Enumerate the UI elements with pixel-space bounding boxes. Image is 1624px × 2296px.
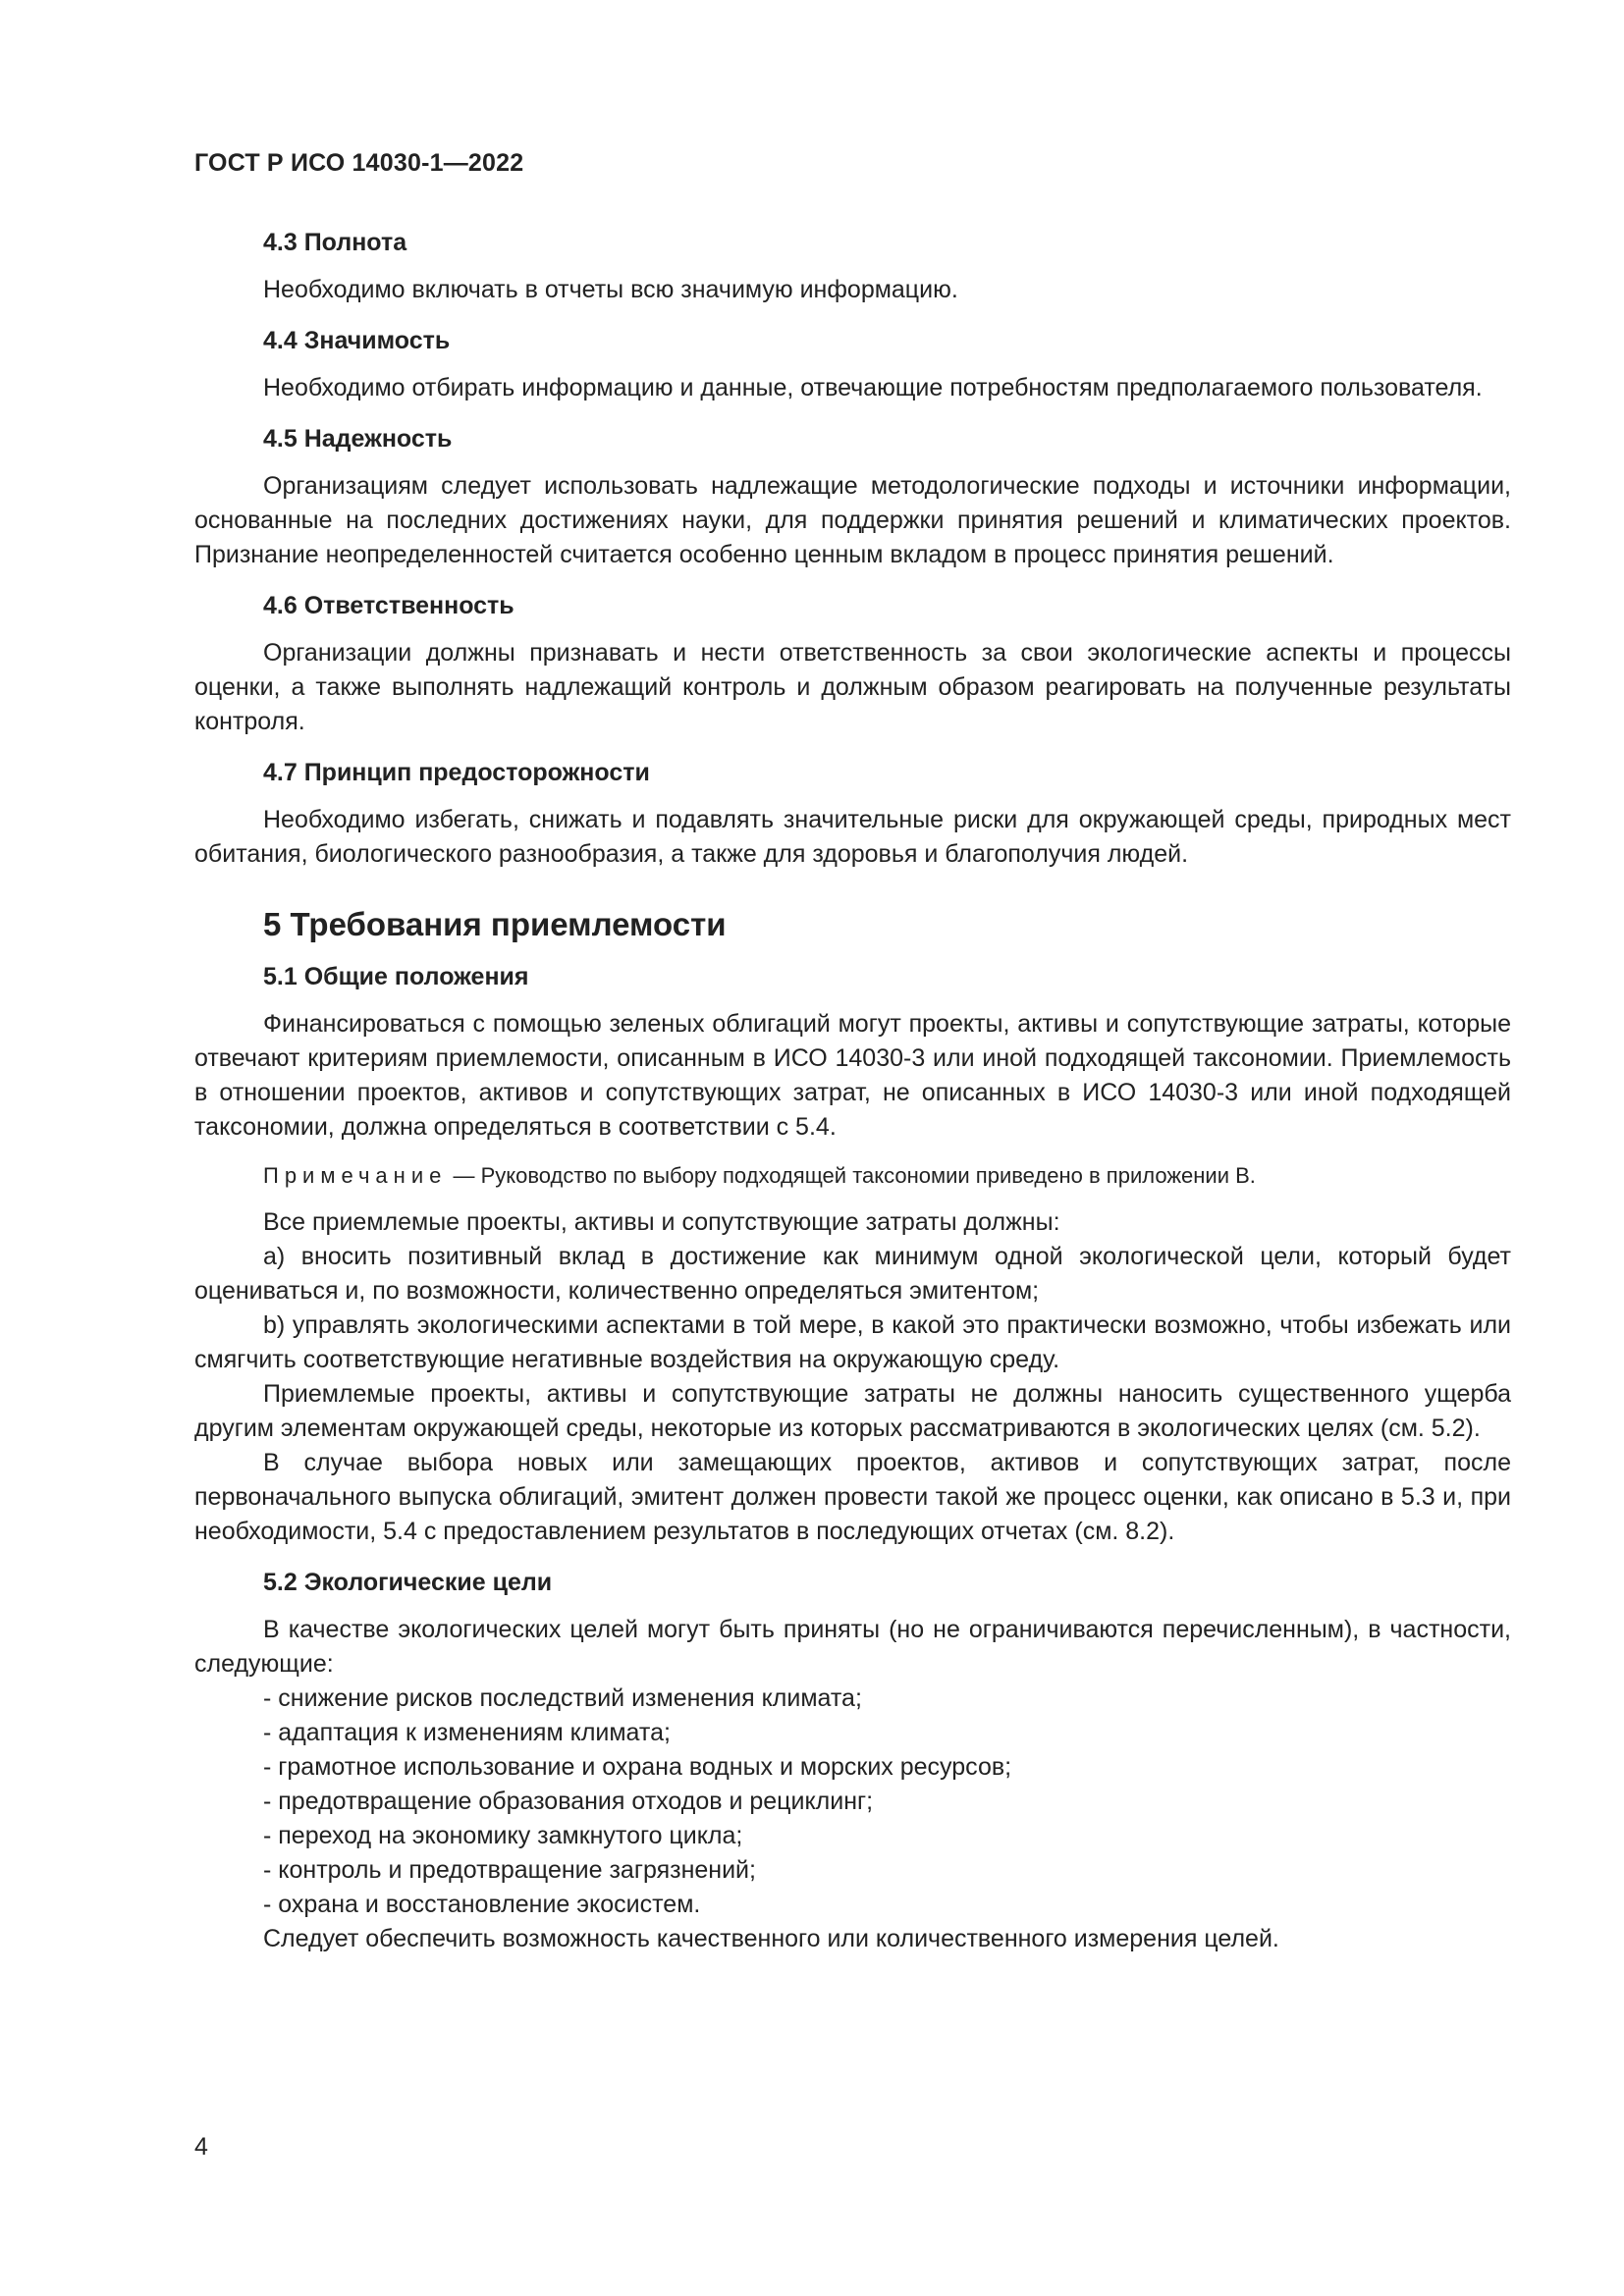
note-text: — Руководство по выбору подходящей таксономии приведено в приложении В. — [447, 1163, 1256, 1188]
section-5-1-title: 5.1 Общие положения — [263, 963, 529, 990]
paragraph: Организациям следует использовать надлежащие методологические подходы и источники информации, основанные на последних достижениях науки, для поддержки принятия решений и климатических проектов. Признание неопределенностей считается особенно ценным вкладом в процесс принятия решений. — [194, 472, 1511, 568]
list-item: - снижение рисков последствий изменения климата; — [263, 1684, 862, 1712]
paragraph: Приемлемые проекты, активы и сопутствующие затраты не должны наносить существенного ущерба другим элементам окружающей среды, некоторые из которых рассматриваются в экологических целях (см. 5.2). — [194, 1380, 1511, 1442]
list-item: - предотвращение образования отходов и рециклинг; — [263, 1788, 874, 1815]
paragraph: В качестве экологических целей могут быть приняты (но не ограничиваются перечисленным), в частности, следующие: — [194, 1616, 1511, 1678]
section-4-4-title: 4.4 Значимость — [263, 327, 451, 354]
list-item-b: b) управлять экологическими аспектами в той мере, в какой это практически возможно, чтобы избежать или смягчить соответствующие негативные воздействия на окружающую среду. — [194, 1311, 1511, 1373]
paragraph: Следует обеспечить возможность качественного или количественного измерения целей. — [263, 1925, 1279, 1952]
document-header: ГОСТ Р ИСО 14030-1—2022 — [194, 149, 524, 177]
list-item: - грамотное использование и охрана водных и морских ресурсов; — [263, 1753, 1012, 1781]
list-item: - охрана и восстановление экосистем. — [263, 1891, 701, 1918]
section-4-3-title: 4.3 Полнота — [263, 229, 407, 256]
list-item: - переход на экономику замкнутого цикла; — [263, 1822, 743, 1849]
list-item-a: а) вносить позитивный вклад в достижение как минимум одной экологической цели, который будет оцениваться и, по возможности, количественно определяться эмитентом; — [194, 1243, 1511, 1305]
page-number: 4 — [194, 2133, 208, 2161]
paragraph: Необходимо включать в отчеты всю значимую информацию. — [263, 276, 958, 303]
document-body — [194, 226, 1511, 1956]
section-5-2-title: 5.2 Экологические цели — [263, 1569, 553, 1596]
paragraph: Необходимо избегать, снижать и подавлять значительные риски для окружающей среды, природных мест обитания, биологического разнообразия, а также для здоровья и благополучия людей. — [194, 806, 1511, 868]
section-4-5-title: 4.5 Надежность — [263, 425, 453, 453]
section-4-6-title: 4.6 Ответственность — [263, 592, 514, 619]
note — [194, 1161, 1511, 1191]
list-item: - адаптация к изменениям климата; — [263, 1719, 671, 1746]
paragraph: Все приемлемые проекты, активы и сопутствующие затраты должны: — [263, 1208, 1060, 1236]
section-5-title: 5 Требования приемлемости — [263, 906, 727, 942]
paragraph: Финансироваться с помощью зеленых облигаций могут проекты, активы и сопутствующие затраты, которые отвечают критериям приемлемости, описанным в ИСО 14030-3 или иной подходящей таксономии. Приемлемость в отношении проектов, активов и сопутствующих затрат, не описанных в ИСО 14030-3 или иной подходящей таксономии, должна определяться в соответствии с 5.4. — [194, 1010, 1511, 1141]
paragraph: Необходимо отбирать информацию и данные, отвечающие потребностям предполагаемого пользователя. — [263, 374, 1483, 401]
paragraph: Организации должны признавать и нести ответственность за свои экологические аспекты и процессы оценки, а также выполнять надлежащий контроль и должным образом реагировать на полученные результаты контроля. — [194, 639, 1511, 735]
list-item: - контроль и предотвращение загрязнений; — [263, 1856, 756, 1884]
section-4-7-title: 4.7 Принцип предосторожности — [263, 759, 650, 786]
note-label: Примечание — [263, 1163, 448, 1188]
paragraph: В случае выбора новых или замещающих проектов, активов и сопутствующих затрат, после первоначального выпуска облигаций, эмитент должен провести такой же процесс оценки, как описано в 5.3 и, при необходимости, 5.4 с предоставлением результатов в последующих отчетах (см. 8.2). — [194, 1449, 1511, 1545]
